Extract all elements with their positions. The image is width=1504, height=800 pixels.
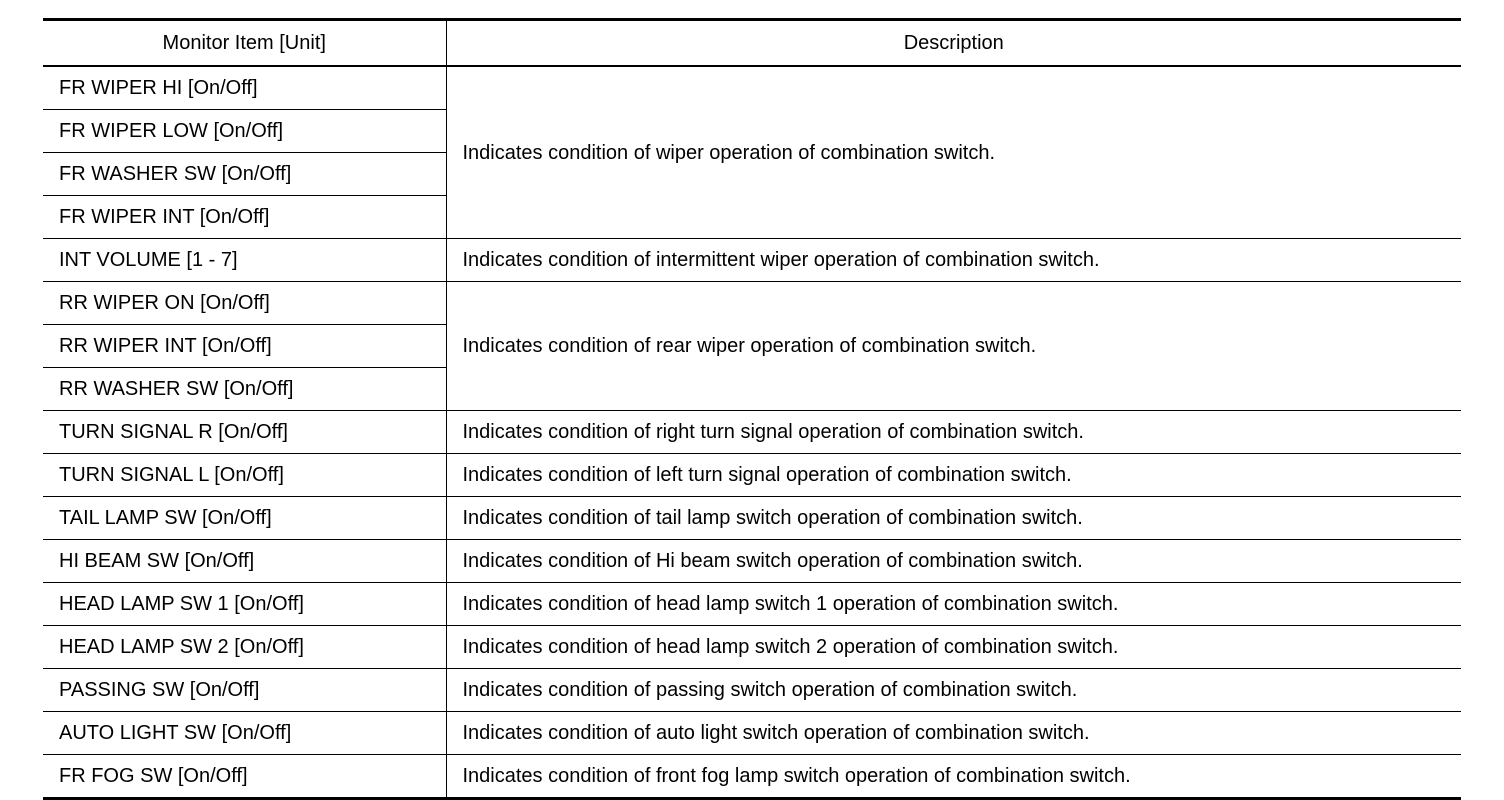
monitor-item-table [43,18,1461,800]
monitor-item-cell: FR WIPER INT [On/Off] [43,196,446,239]
header-description: Description [446,20,1461,67]
description-cell: Indicates condition of auto light switch operation of combination switch. [446,712,1461,755]
table-row [43,626,1461,669]
description-cell: Indicates condition of intermittent wiper operation of combination switch. [446,239,1461,282]
description-cell: Indicates condition of left turn signal operation of combination switch. [446,454,1461,497]
monitor-item-cell: AUTO LIGHT SW [On/Off] [43,712,446,755]
monitor-item-cell: FR WASHER SW [On/Off] [43,153,446,196]
monitor-item-cell: TURN SIGNAL L [On/Off] [43,454,446,497]
monitor-table-container [43,18,1461,800]
monitor-item-cell: TURN SIGNAL R [On/Off] [43,411,446,454]
monitor-item-cell: HEAD LAMP SW 2 [On/Off] [43,626,446,669]
table-row [43,239,1461,282]
monitor-item-cell: PASSING SW [On/Off] [43,669,446,712]
description-cell: Indicates condition of tail lamp switch operation of combination switch. [446,497,1461,540]
description-cell: Indicates condition of wiper operation of combination switch. [446,66,1461,239]
description-cell: Indicates condition of head lamp switch 2 operation of combination switch. [446,626,1461,669]
table-row [43,583,1461,626]
monitor-item-cell: HEAD LAMP SW 1 [On/Off] [43,583,446,626]
description-cell: Indicates condition of rear wiper operation of combination switch. [446,282,1461,411]
table-row [43,755,1461,799]
table-row [43,454,1461,497]
table-row [43,540,1461,583]
description-cell: Indicates condition of Hi beam switch operation of combination switch. [446,540,1461,583]
description-cell: Indicates condition of passing switch operation of combination switch. [446,669,1461,712]
table-row [43,497,1461,540]
header-monitor-item: Monitor Item [Unit] [43,20,446,67]
table-row [43,712,1461,755]
monitor-item-cell: FR WIPER HI [On/Off] [43,66,446,110]
description-cell: Indicates condition of head lamp switch 1 operation of combination switch. [446,583,1461,626]
table-row [43,411,1461,454]
description-cell: Indicates condition of front fog lamp switch operation of combination switch. [462,765,1131,787]
monitor-item-cell: FR WIPER LOW [On/Off] [43,110,446,153]
monitor-item-cell: TAIL LAMP SW [On/Off] [43,497,446,540]
monitor-item-cell: RR WASHER SW [On/Off] [43,368,446,411]
description-cell: Indicates condition of right turn signal operation of combination switch. [446,411,1461,454]
table-row [43,669,1461,712]
monitor-item-cell: INT VOLUME [1 - 7] [43,239,446,282]
monitor-item-cell: FR FOG SW [On/Off] [43,755,446,799]
monitor-item-cell: RR WIPER INT [On/Off] [43,325,446,368]
table-header-row [43,20,1461,67]
table-row [43,282,1461,325]
monitor-item-cell: HI BEAM SW [On/Off] [43,540,446,583]
table-row [43,66,1461,110]
monitor-item-cell: RR WIPER ON [On/Off] [43,282,446,325]
